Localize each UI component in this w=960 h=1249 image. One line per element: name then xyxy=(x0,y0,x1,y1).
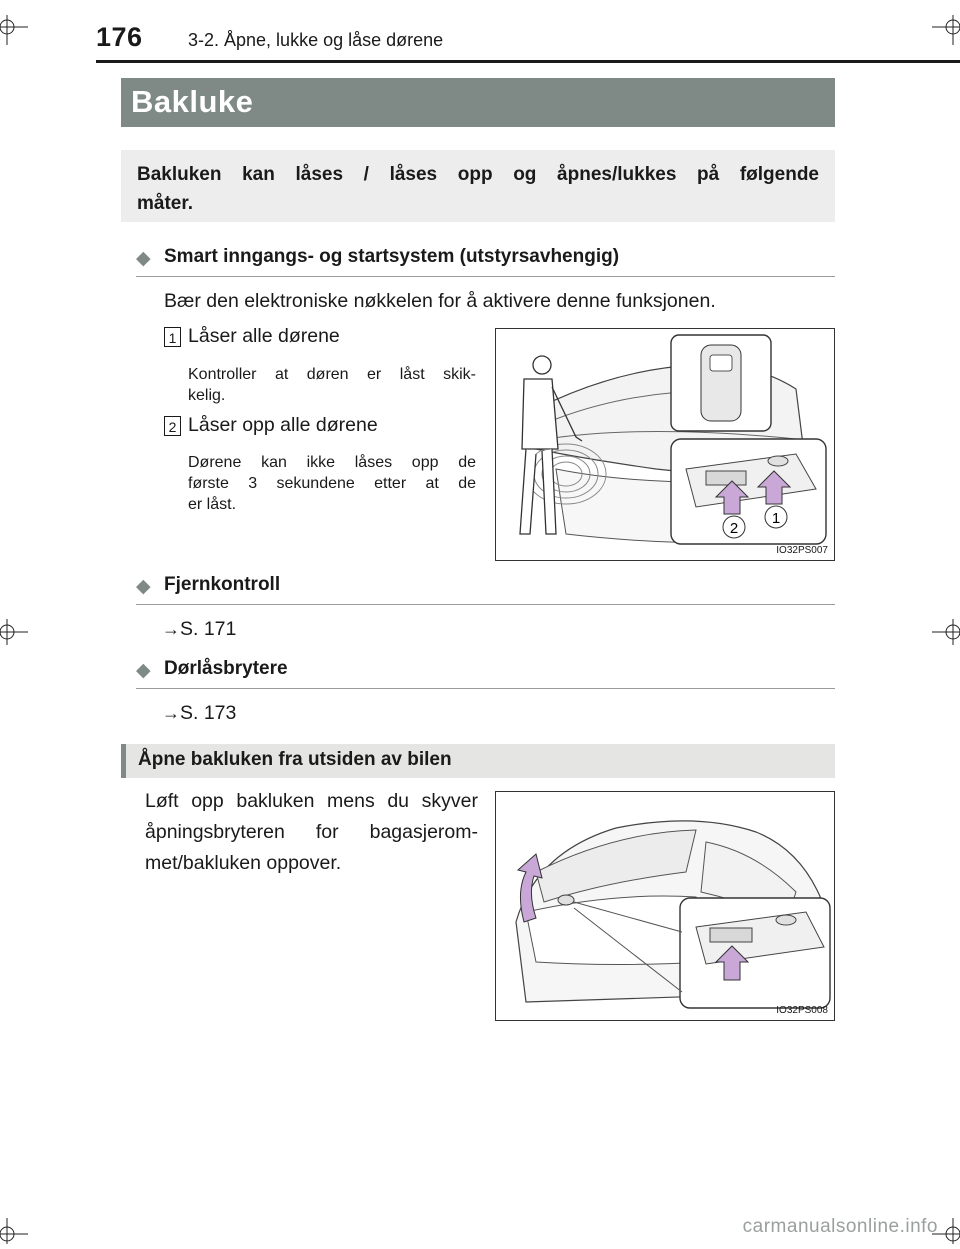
diamond-bullet-icon: ◆ xyxy=(136,660,151,681)
reference-remote[interactable] xyxy=(162,618,236,641)
step-number-2: 2 xyxy=(164,416,181,436)
reference-arrow-icon: → xyxy=(162,703,180,723)
subheading-switches xyxy=(136,658,835,689)
crop-mark-mid-left xyxy=(0,617,30,647)
section-open-from-outside xyxy=(121,744,835,778)
intro-line-2: måter. xyxy=(137,193,193,214)
intro-line-1: Bakluken kan låses / låses opp og åpnes/lukkes på følgende xyxy=(137,164,819,185)
open-instructions-line-3: met/bakluken oppover. xyxy=(145,852,342,874)
crop-mark-top-left xyxy=(0,15,30,45)
subheading-smart-entry-text: Smart inngangs- og startsystem (utstyrsavhengig) xyxy=(164,246,620,267)
figure-open-trunk xyxy=(495,791,835,1021)
step-note-2-line-3: er låst. xyxy=(188,496,237,513)
intro-box xyxy=(121,150,835,222)
open-instructions-line-2: åpningsbryteren for bagasjerom- xyxy=(145,821,478,843)
smart-entry-body: Bær den elektroniske nøkkelen for å aktivere denne funksjonen. xyxy=(164,290,716,312)
reference-arrow-icon: → xyxy=(162,619,180,639)
figure-smart-entry-illustration xyxy=(496,329,834,560)
diamond-bullet-icon: ◆ xyxy=(136,248,151,269)
crop-mark-mid-right xyxy=(930,617,960,647)
subheading-remote xyxy=(136,574,835,605)
step-note-1 xyxy=(188,364,476,406)
subheading-smart-entry xyxy=(136,246,835,277)
header-rule xyxy=(96,60,960,63)
watermark: carmanualsonline.info xyxy=(742,1216,938,1237)
crop-mark-top-right xyxy=(930,15,960,45)
figure-label-1: 1 xyxy=(771,510,781,527)
step-note-1-line-1: Kontroller at døren er låst skik- xyxy=(188,366,476,383)
step-note-2 xyxy=(188,452,476,515)
figure-open-trunk-illustration xyxy=(496,792,834,1020)
step-note-2-line-1: Dørene kan ikke låses opp de xyxy=(188,454,476,471)
intro-text xyxy=(137,160,819,218)
open-instructions-line-1: Løft opp bakluken mens du skyver xyxy=(145,790,478,812)
diamond-bullet-icon: ◆ xyxy=(136,576,151,597)
page-title-bar xyxy=(121,78,835,127)
step-label-unlock-all: Låser opp alle dørene xyxy=(188,414,378,436)
page-title: Bakluke xyxy=(131,84,254,119)
crop-mark-bottom-left xyxy=(0,1214,30,1244)
subheading-switches-text: Dørlåsbrytere xyxy=(164,658,288,679)
chapter-title: 3-2. Åpne, lukke og låse dørene xyxy=(188,30,444,50)
open-instructions xyxy=(145,786,478,879)
step-note-1-line-2: kelig. xyxy=(188,387,226,404)
figure-smart-entry xyxy=(495,328,835,561)
section-open-from-outside-heading: Åpne bakluken fra utsiden av bilen xyxy=(138,749,452,770)
reference-switches-text: S. 173 xyxy=(180,702,237,724)
step-label-lock-all: Låser alle dørene xyxy=(188,325,340,347)
subheading-remote-text: Fjernkontroll xyxy=(164,574,281,595)
figure-code-2: IO32PS008 xyxy=(776,1005,828,1016)
figure-code-1: IO32PS007 xyxy=(776,545,828,556)
figure-label-2: 2 xyxy=(729,520,739,537)
step-number-1: 1 xyxy=(164,327,181,347)
reference-remote-text: S. 171 xyxy=(180,618,237,640)
page-number: 176 xyxy=(96,22,143,52)
reference-switches[interactable] xyxy=(162,702,236,725)
step-note-2-line-2: første 3 sekundene etter at de xyxy=(188,475,476,492)
